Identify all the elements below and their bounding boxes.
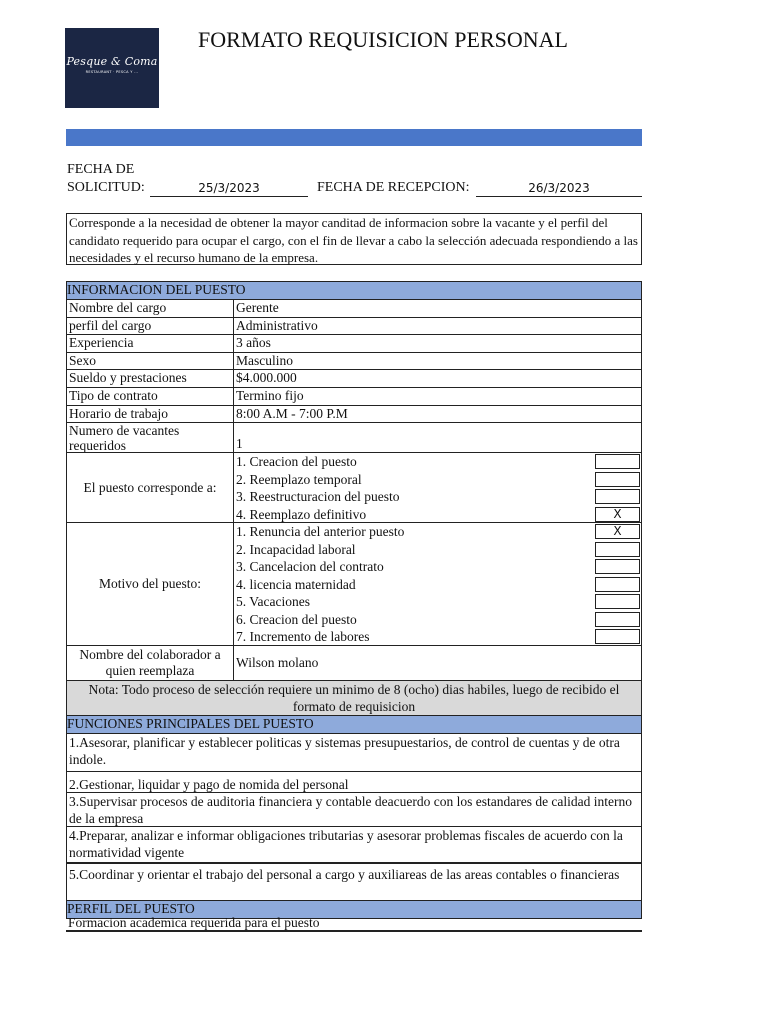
option-checkbox[interactable] <box>595 542 640 557</box>
table-row <box>67 406 641 424</box>
reemplaza-value[interactable]: Wilson molano <box>236 655 319 671</box>
option-row <box>234 453 641 471</box>
option-label: 4. licencia maternidad <box>236 576 356 592</box>
funcion-item: 4.Preparar, analizar e informar obligaciones tributarias y asesorar problemas fiscales de acuerdo con la normatividad vigente <box>67 827 641 864</box>
header-bar <box>66 129 642 146</box>
row-value[interactable]: 8:00 A.M - 7:00 P.M <box>236 405 348 421</box>
vacantes-label: Numero de vacantes requeridos <box>67 423 234 452</box>
option-checkbox[interactable]: X <box>595 507 640 522</box>
option-checkbox[interactable] <box>595 559 640 574</box>
table-row <box>67 388 641 406</box>
intro-paragraph: Corresponde a la necesidad de obtener la mayor canditad de informacion sobre la vacante y el perfil del candidato requerido para ocupar el cargo, con el fin de llevar a cabo la selección adecuada respondiendo a las necesidades y el recurso humano de la empresa. <box>66 213 642 265</box>
perfil-first-row: Formacion academica requerida para el puesto <box>66 914 642 932</box>
row-value[interactable]: Termino fijo <box>236 387 304 403</box>
funcion-item: 3.Supervisar procesos de auditoria financiera y contable deacuerdo con los estandares de calidad interno de la empresa <box>67 793 641 827</box>
option-label: 2. Reemplazo temporal <box>236 471 362 487</box>
row-label: Horario de trabajo <box>67 406 234 423</box>
funcion-item: 2.Gestionar, liquidar y pago de nomida del personal <box>67 772 641 793</box>
solicitud-date-field[interactable]: 25/3/2023 <box>150 180 308 197</box>
funcion-item: 5.Coordinar y orientar el trabajo del personal a cargo y auxiliareas de las areas contables o financieras <box>67 864 641 901</box>
corresponde-label: El puesto corresponde a: <box>67 453 234 522</box>
option-label: 6. Creacion del puesto <box>236 611 357 627</box>
row-label: Experiencia <box>67 335 234 352</box>
row-label: Sexo <box>67 353 234 370</box>
document-title: FORMATO REQUISICION PERSONAL <box>198 27 568 52</box>
option-checkbox[interactable] <box>595 489 640 504</box>
corresponde-row <box>67 453 641 523</box>
recepcion-label: FECHA DE RECEPCION: <box>317 180 470 195</box>
motivo-options <box>234 523 641 645</box>
row-label: Nombre del cargo <box>67 300 234 317</box>
table-row <box>67 318 641 336</box>
option-row <box>234 628 641 646</box>
motivo-label: Motivo del puesto: <box>67 523 234 645</box>
option-checkbox[interactable] <box>595 472 640 487</box>
option-row <box>234 488 641 506</box>
company-logo <box>65 28 159 108</box>
option-label: 1. Creacion del puesto <box>236 454 357 470</box>
nota-row: Nota: Todo proceso de selección requiere un minimo de 8 (ocho) dias habiles, luego de recibido el formato de requisicion <box>67 681 641 716</box>
reemplaza-label: Nombre del colaborador a quien reemplaza <box>67 646 234 680</box>
reemplaza-row <box>67 646 641 681</box>
row-value[interactable]: $4.000.000 <box>236 370 297 386</box>
option-row <box>234 611 641 629</box>
row-value[interactable]: Administrativo <box>236 317 318 333</box>
option-checkbox[interactable] <box>595 454 640 469</box>
option-label: 4. Reemplazo definitivo <box>236 506 367 522</box>
option-row <box>234 576 641 594</box>
corresponde-options <box>234 453 641 522</box>
row-label: Sueldo y prestaciones <box>67 370 234 387</box>
logo-name: Pesque & Coma <box>66 55 158 68</box>
row-value[interactable]: Masculino <box>236 352 293 368</box>
motivo-row <box>67 523 641 646</box>
option-label: 3. Cancelacion del contrato <box>236 559 384 575</box>
option-row <box>234 506 641 524</box>
option-label: 7. Incremento de labores <box>236 629 370 645</box>
option-checkbox[interactable] <box>595 629 640 644</box>
solicitud-label-1: FECHA DE <box>67 162 135 177</box>
table-row <box>67 300 641 318</box>
row-label: Tipo de contrato <box>67 388 234 405</box>
option-row <box>234 558 641 576</box>
info-header: INFORMACION DEL PUESTO <box>67 282 641 300</box>
row-value[interactable]: 3 años <box>236 335 271 351</box>
option-row <box>234 523 641 541</box>
option-checkbox[interactable] <box>595 612 640 627</box>
row-value[interactable]: Gerente <box>236 300 279 315</box>
recepcion-date-field[interactable]: 26/3/2023 <box>476 180 642 197</box>
solicitud-label-2: SOLICITUD: <box>67 180 145 195</box>
option-row <box>234 471 641 489</box>
logo-tagline: RESTAURANT · PESCA Y ... <box>85 70 139 74</box>
vacantes-value[interactable]: 1 <box>236 436 243 452</box>
option-label: 2. Incapacidad laboral <box>236 541 356 557</box>
option-checkbox[interactable] <box>595 577 640 592</box>
option-label: 3. Reestructuracion del puesto <box>236 489 400 505</box>
requisition-table <box>66 281 642 919</box>
row-label: perfil del cargo <box>67 318 234 335</box>
perfil-header: PERFIL DEL PUESTO <box>67 901 641 919</box>
option-row <box>234 541 641 559</box>
option-row <box>234 593 641 611</box>
option-checkbox[interactable] <box>595 594 640 609</box>
table-row <box>67 370 641 388</box>
option-checkbox[interactable]: X <box>595 524 640 539</box>
funcion-item: 1.Asesorar, planificar y establecer politicas y sistemas presupuestarios, de control de cuentas y de otra indole. <box>67 734 641 772</box>
funciones-header: FUNCIONES PRINCIPALES DEL PUESTO <box>67 716 641 734</box>
vacantes-row <box>67 423 641 453</box>
table-row <box>67 335 641 353</box>
option-label: 1. Renuncia del anterior puesto <box>236 524 405 540</box>
option-label: 5. Vacaciones <box>236 594 310 610</box>
table-row <box>67 353 641 371</box>
